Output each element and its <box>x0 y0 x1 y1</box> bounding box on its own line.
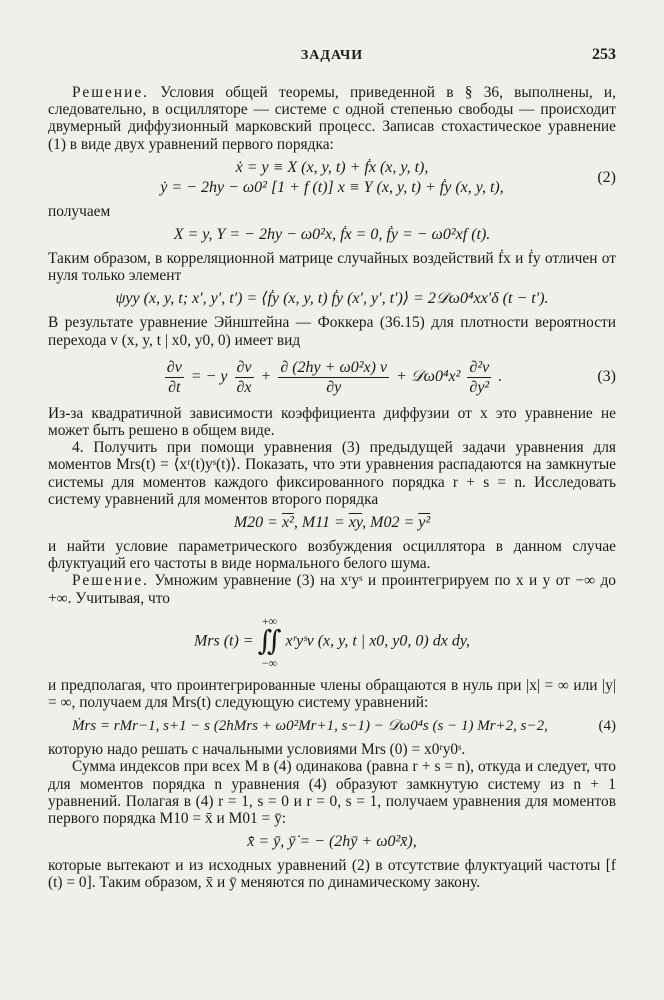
equation-3-eq: = − y <box>190 367 228 385</box>
fraction-dv-dt <box>165 358 184 397</box>
equation-number: (2) <box>597 168 616 186</box>
fraction-numerator: ∂v <box>236 358 252 376</box>
running-title: ЗАДАЧИ <box>300 48 364 63</box>
fraction-numerator: ∂²v <box>469 358 490 376</box>
paragraph-parametric: и найти условие параметрического возбуждения осциллятора в данном случае флуктуаций его частоты в виде нормального белого шума. <box>48 538 616 573</box>
moment-m20-value: x² <box>281 514 294 532</box>
equation-moment-integral <box>48 615 616 669</box>
moment-m20-label: M20 = <box>233 514 278 532</box>
paragraph-correlation: Таким образом, в корреляционной матрице случайных воздействий ḟx и ḟy отличен от нуля только элемент <box>48 250 616 285</box>
integral-upper-limit: +∞ <box>261 613 278 628</box>
paragraph-initial: которую надо решать с начальными условиями Mrs (0) = x0ʳy0ˢ. <box>48 741 466 759</box>
equation-3-diffusion: + 𝒟ω0⁴x² <box>396 367 461 385</box>
double-integral-sign: ∬ <box>257 625 282 657</box>
paragraph-solution-1 <box>48 84 616 153</box>
page-header <box>48 44 616 68</box>
paragraph-we-get: получаем <box>48 202 111 220</box>
solution-lead: Решение. <box>72 572 150 590</box>
equation-4-body: Ṁrs = rMr−1, s+1 − s (2hMrs + ω0²Mr+1, s−1) − 𝒟ω0⁴s (s − 1) Mr+2, s−2, <box>72 718 548 735</box>
moment-m11-value: $\overline{xy}$ <box>348 514 363 532</box>
integral-lower-limit: −∞ <box>261 655 278 670</box>
paragraph-conclusion: которые вытекают и из исходных уравнений (2) в отсутствие флуктуаций частоты [f (t) = 0]. Таким образом, x̄ и ȳ меняются по динамическому закону. <box>48 857 616 892</box>
equation-2-lines <box>160 158 503 198</box>
fraction-denominator: ∂t <box>168 378 181 396</box>
paragraph-quadratic: Из-за квадратичной зависимости коэффициента диффузии от x это уравнение не может быть решено в общем виде. <box>48 404 616 440</box>
equation-second-moments <box>48 513 616 533</box>
equation-2 <box>48 158 616 198</box>
paragraph-solution-2 <box>48 572 616 606</box>
equation-4 <box>48 716 616 736</box>
fraction-denominator: ∂y² <box>469 378 490 396</box>
equation-3-tail: . <box>498 367 503 385</box>
paragraph-index-sum: Сумма индексов при всех M в (4) одинакова (равна r + s = n), откуда и следует, что для моментов порядка n уравнения (4) образуют замкнутую систему из n + 1 уравнений. Полагая в (4) r = 1, s = 0 и r = 0, s = 1, получаем уравнения для моментов первого порядка M10 = x̄ и M01 = ȳ: <box>48 758 616 828</box>
paragraph-text: Условия общей теоремы, приведенной в § 36, выполнены, и, следовательно, в осцилляторе — системе с одной степенью свободы — происходит двумерный диффузионный марковский процесс. Записав стохастическое уравнение (1) в виде двух уравнений первого порядка: <box>48 84 616 153</box>
moment-m02-value: y² <box>418 514 431 532</box>
equation-number: (4) <box>598 718 616 735</box>
solution-lead: Решение. <box>72 84 150 101</box>
integral-sign <box>258 615 282 669</box>
fraction-numerator: ∂ (2hy + ω0²x) v <box>280 358 388 376</box>
fraction-denominator: ∂y <box>326 378 342 396</box>
page-number: 253 <box>592 46 616 63</box>
equation-xy-coefficients: X = y, Y = − 2hy − ω0²x, ḟx = 0, ḟy = − ω0²xf (t). <box>173 226 491 244</box>
paragraph-fokker: В результате уравнение Эйнштейна — Фоккера (36.15) для плотности вероятности перехода v (x, y, t | x0, y0, 0) имеет вид <box>48 314 616 349</box>
integral-body: xʳyˢv (x, y, t | x0, y0, 0) dx dy, <box>285 632 471 650</box>
paragraph-text: Умножим уравнение (3) на xʳyˢ и проинтегрируем по x и y от −∞ до +∞. Учитывая, что <box>48 572 616 607</box>
equation-psi: ψyy (x, y, t; x′, y′, t′) = ⟨ḟy (x, y, t) ḟy (x′, y′, t′)⟩ = 2𝒟ω0⁴xx′δ (t − t′). <box>115 290 549 308</box>
body-text <box>48 84 616 892</box>
paragraph-problem-4: 4. Получить при помощи уравнения (3) предыдущей задачи уравнения для моментов Mrs(t) = ⟨xʳ(t)yˢ(t)⟩. Показать, что эти уравнения распадаются на замкнутые системы для моментов каждого фиксированного порядка r + s = n. Исследовать систему уравнений для моментов второго порядка <box>48 439 616 508</box>
integral-lhs: Mrs (t) = <box>193 632 254 650</box>
equation-3-plus: + <box>260 367 272 385</box>
fraction-numerator: ∂v <box>166 358 182 376</box>
equation-first-moments: x̄̇ = ȳ, ȳ̇ = − (2hȳ + ω0²x̄), <box>247 833 417 851</box>
equation-3 <box>48 357 616 397</box>
fraction-dv-dx <box>235 358 254 397</box>
paragraph-boundary: и предполагая, что проинтегрированные члены обращаются в нуль при |x| = ∞ или |y| = ∞, получаем для Mrs(t) следующую систему уравнений: <box>48 676 616 712</box>
fraction-drift <box>278 358 389 397</box>
equation-2-line-1: ẋ = y ≡ X (x, y, t) + ḟx (x, y, t), <box>235 158 429 176</box>
equation-number: (3) <box>597 367 616 385</box>
fraction-denominator: ∂x <box>236 378 252 396</box>
moment-m02-label: , M02 = <box>362 514 415 532</box>
equation-2-line-2: ẏ = − 2hy − ω0² [1 + f (t)] x ≡ Y (x, y, t) + ḟy (x, y, t), <box>160 178 504 196</box>
fraction-d2v-dy2 <box>467 358 491 397</box>
moment-m11-label: , M11 = <box>293 514 345 532</box>
